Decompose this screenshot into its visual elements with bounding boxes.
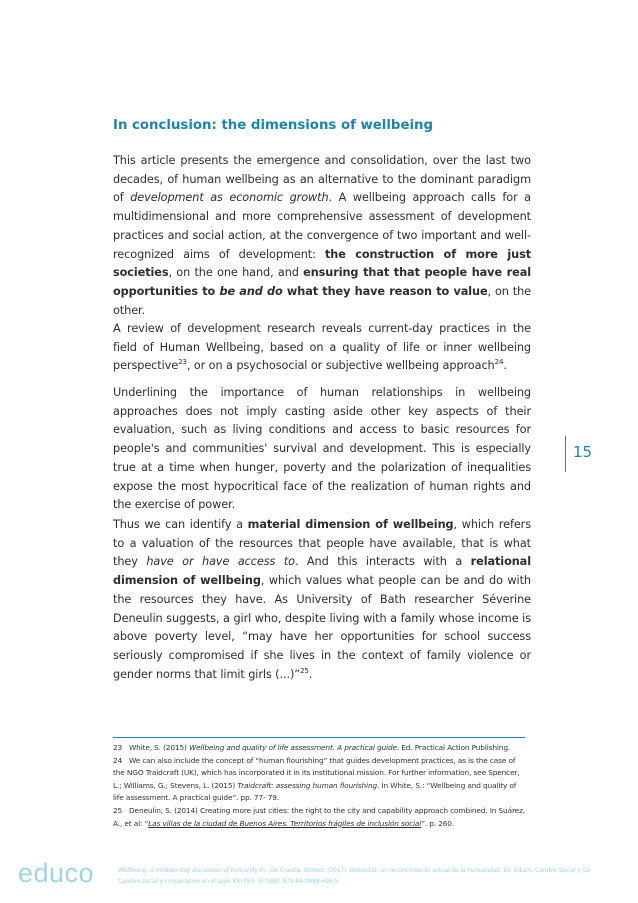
footnote-text: Deneulin, S. (2014) Creating more just cities: the right to the city and capability approach combined. In Suárez, A., et al: “	[113, 805, 525, 828]
footnote-25	[113, 805, 525, 830]
text-run: , on the one hand, and	[168, 266, 304, 280]
footnote-number: 25	[113, 805, 123, 815]
page-number: 15	[573, 443, 593, 461]
text-run: , which values what people can be and do with the resources they have. As University of Bath researcher Séverine Deneulin suggests, a girl who, despite living with a family whose income is above poverty level, “may have her opportunities for school success seriously compromised if she lives in the context of family violence or gender norms that limit girls (...)”	[113, 574, 531, 681]
footer-ref-text: in : De Cuesta, Gómez, (2017). Bienestar, un reconcimiento actual de la humanidad. Ed. Educo. Cambio Social y Co	[257, 867, 591, 874]
paragraph-review	[113, 320, 531, 376]
footer-reference	[118, 866, 591, 887]
footer-ref-line-2: Cambio social y cooperación en el siglo XXI (Vol. 4) ISBN: 978-84-9888-695-5	[118, 877, 339, 885]
paragraph-relationships: Underlining the importance of human relationships in wellbeing approaches does not imply casting aside other key aspects of their evaluation, such as living conditions and access to basic resources for people's and communities' survival and development. This is especially true at a time when hunger, poverty and the polarization of inequalities expose the most hypocritical face of the realization of human rights and the exercise of power.	[113, 386, 531, 512]
footnote-ref[interactable]: 25	[300, 666, 309, 675]
footnote-divider	[113, 737, 525, 738]
footnote-title: Traidcraft: assessing human flourishing	[237, 780, 378, 790]
text-run: , on the other.	[113, 284, 531, 317]
text-run-bold: what they have reason to value	[282, 284, 488, 298]
footnote-link[interactable]: Las villas de la ciudad de Buenos Aires. Territorios frágiles de inclusión social	[148, 818, 422, 828]
text-run-italic: have or have access to	[146, 555, 295, 569]
footer-ref-title: Wellbeing: a modern-day discussion of humanity	[118, 867, 258, 874]
text-run-bold: the construction of more just societies	[113, 247, 531, 280]
footnote-text: We can also include the concept of “human flourishing” that guides development practices, as is the case of the NGO Traidcraft (UK), which has incorporated it in its institutional mission. For further information, see Spencer, L.; Williams, G.; Stevens, L. (2015)	[113, 755, 520, 790]
text-run: . And this interacts with a	[294, 555, 471, 569]
footnote-23	[113, 742, 525, 755]
footnote-number: 23	[113, 743, 123, 752]
footnote-number: 24	[113, 755, 123, 765]
text-run-bold: material dimension of wellbeing	[247, 518, 454, 531]
footnote-text: . In White, S.: “Wellbeing and quality of life assessment. A practical guide”. pp. 77- 79.	[113, 780, 517, 803]
footnote-ref[interactable]: 23	[178, 358, 187, 367]
text-run: , or on a psychosocial or subjective wellbeing approach	[186, 359, 495, 373]
text-run-italic: development as economic growth	[130, 191, 329, 205]
text-run: This article presents the emergence and consolidation, over the last two decades, of human wellbeing as an alternative to the dominant paradigm of	[113, 154, 531, 205]
text-run: . A wellbeing approach calls for a multidimensional and more comprehensive assessment of development practices and social action, at the convergence of two important and well-recognized aims of development:	[113, 191, 531, 261]
footnote-ref[interactable]: 24	[494, 358, 504, 367]
footnote-text: White, S. (2015)	[129, 743, 189, 752]
text-run-bold: ensuring that that people have real opportunities to	[113, 266, 531, 298]
footnote-24	[113, 755, 525, 805]
text-run: .	[308, 667, 313, 681]
text-run: Thus we can identify a	[113, 518, 248, 531]
text-run-bold-italic: be and do	[219, 284, 283, 298]
footnotes	[113, 742, 525, 830]
footnote-text: ”. p. 260.	[421, 818, 455, 828]
text-run: .	[503, 359, 507, 373]
text-run: A review of development research reveals current-day practices in the field of Human Wellbeing, based on a quality of life or inner wellbeing perspective	[113, 322, 531, 373]
educo-logo: educo	[18, 858, 95, 888]
paragraph-intro	[113, 152, 531, 320]
text-run: , which refers to a valuation of the resources that people have available, that is what they	[113, 518, 532, 569]
paragraph-dimensions	[113, 516, 531, 684]
text-run-bold: relational dimension of wellbeing	[113, 555, 531, 588]
footnote-text: . Ed. Practical Action Publishing.	[396, 743, 511, 752]
footer-ref-line-1	[118, 866, 591, 877]
section-heading: In conclusion: the dimensions of wellbeing	[113, 118, 434, 133]
footnote-title: Wellbeing and quality of life assessment. A practical guide	[188, 743, 397, 752]
page-number-divider	[565, 436, 566, 472]
